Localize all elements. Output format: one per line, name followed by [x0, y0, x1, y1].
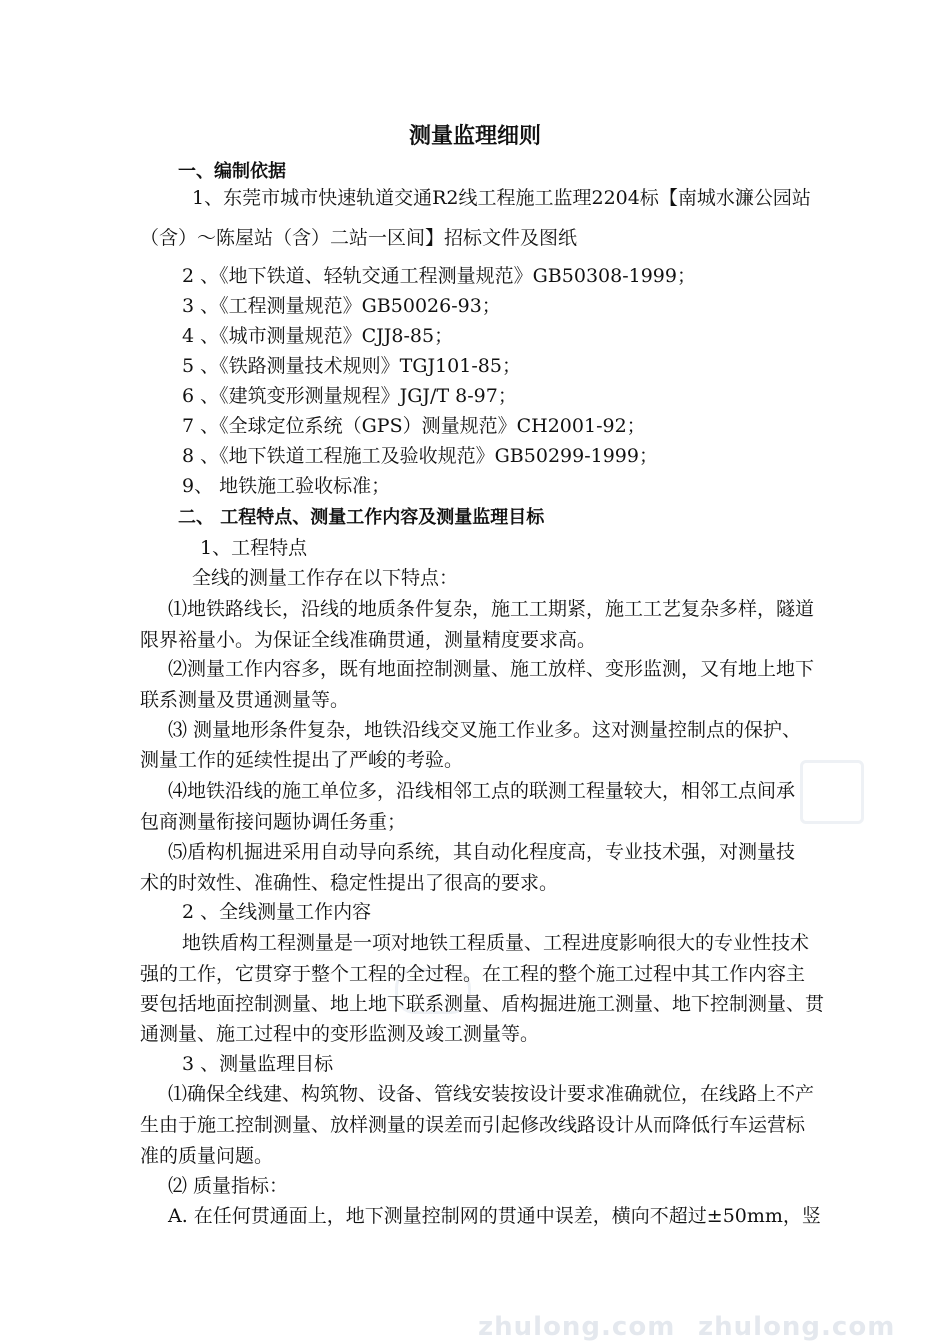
paragraph-line: 通测量、施工过程中的变形监测及竣工测量等。	[140, 1023, 540, 1045]
reference-item: 3 、《工程测量规范》GB50026-93；	[182, 295, 501, 317]
subsection-heading: 1、工程特点	[200, 537, 308, 559]
section-heading-1: 一、编制依据	[178, 161, 286, 182]
section-heading-2: 二、 工程特点、测量工作内容及测量监理目标	[178, 507, 545, 528]
reference-item: 5 、《铁路测量技术规则》TGJ101-85；	[182, 355, 521, 377]
watermark-text-left: zhulong.com	[478, 1312, 676, 1342]
paragraph-line: ⑴地铁路线长，沿线的地质条件复杂，施工工期紧，施工工艺复杂多样，隧道	[168, 598, 815, 620]
paragraph-line: 测量工作的延续性提出了严峻的考验。	[140, 749, 464, 771]
paragraph-line: ⑵测量工作内容多，既有地面控制测量、施工放样、变形监测，又有地上地下	[168, 658, 815, 680]
paragraph-line: （含）～陈屋站（含）二站一区间】招标文件及图纸	[140, 227, 578, 249]
paragraph-line: 要包括地面控制测量、地上地下联系测量、盾构掘进施工测量、地下控制测量、贯	[140, 993, 825, 1015]
paragraph-line: ⑸盾构机掘进采用自动导向系统，其自动化程度高，专业技术强，对测量技	[168, 841, 796, 863]
paragraph-line: 地铁盾构工程测量是一项对地铁工程质量、工程进度影响很大的专业性技术	[182, 932, 810, 954]
watermark-text-right: zhulong.com	[698, 1312, 896, 1342]
subsection-heading: 2 、全线测量工作内容	[182, 901, 372, 923]
reference-item: 9、 地铁施工验收标准；	[182, 475, 391, 497]
subsection-heading: 3 、测量监理目标	[182, 1053, 334, 1075]
paragraph-line: 强的工作，它贯穿于整个工程的全过程。在工程的整个施工过程中其工作内容主	[140, 963, 806, 985]
reference-item: 2 、《地下铁道、轻轨交通工程测量规范》GB50308-1999；	[182, 265, 696, 287]
paragraph-line: ⑶ 测量地形条件复杂，地铁沿线交叉施工作业多。这对测量控制点的保护、	[168, 719, 802, 741]
reference-item: 4 、《城市测量规范》CJJ8-85；	[182, 325, 454, 347]
paragraph-line: 准的质量问题。	[140, 1145, 274, 1167]
paragraph-line: 1、东莞市城市快速轨道交通R2线工程施工监理2204标【南城水濂公园站	[192, 187, 811, 209]
reference-item: 6 、《建筑变形测量规程》JGJ/T 8-97；	[182, 385, 517, 407]
reference-item: 7 、《全球定位系统（GPS）测量规范》CH2001-92；	[182, 415, 646, 437]
paragraph-line: 术的时效性、准确性、稳定性提出了很高的要求。	[140, 872, 559, 894]
paragraph-line: 全线的测量工作存在以下特点：	[192, 567, 459, 589]
paragraph-line: A. 在任何贯通面上，地下测量控制网的贯通中误差，横向不超过±50mm，竖	[168, 1205, 821, 1227]
paragraph-line: 限界裕量小。为保证全线准确贯通，测量精度要求高。	[140, 629, 597, 651]
reference-item: 8 、《地下铁道工程施工及验收规范》GB50299-1999；	[182, 445, 658, 467]
paragraph-line: ⑷地铁沿线的施工单位多，沿线相邻工点的联测工程量较大，相邻工点间承	[168, 780, 796, 802]
paragraph-line: 生由于施工控制测量、放样测量的误差而引起修改线路设计从而降低行车运营标	[140, 1114, 806, 1136]
watermark-logo-right	[800, 760, 864, 824]
paragraph-line: 包商测量衔接问题协调任务重；	[140, 811, 407, 833]
paragraph-line: ⑵ 质量指标：	[168, 1175, 289, 1197]
document-title: 测量监理细则	[408, 124, 541, 149]
paragraph-line: ⑴确保全线建、构筑物、设备、管线安装按设计要求准确就位，在线路上不产	[168, 1083, 815, 1105]
paragraph-line: 联系测量及贯通测量等。	[140, 689, 350, 711]
